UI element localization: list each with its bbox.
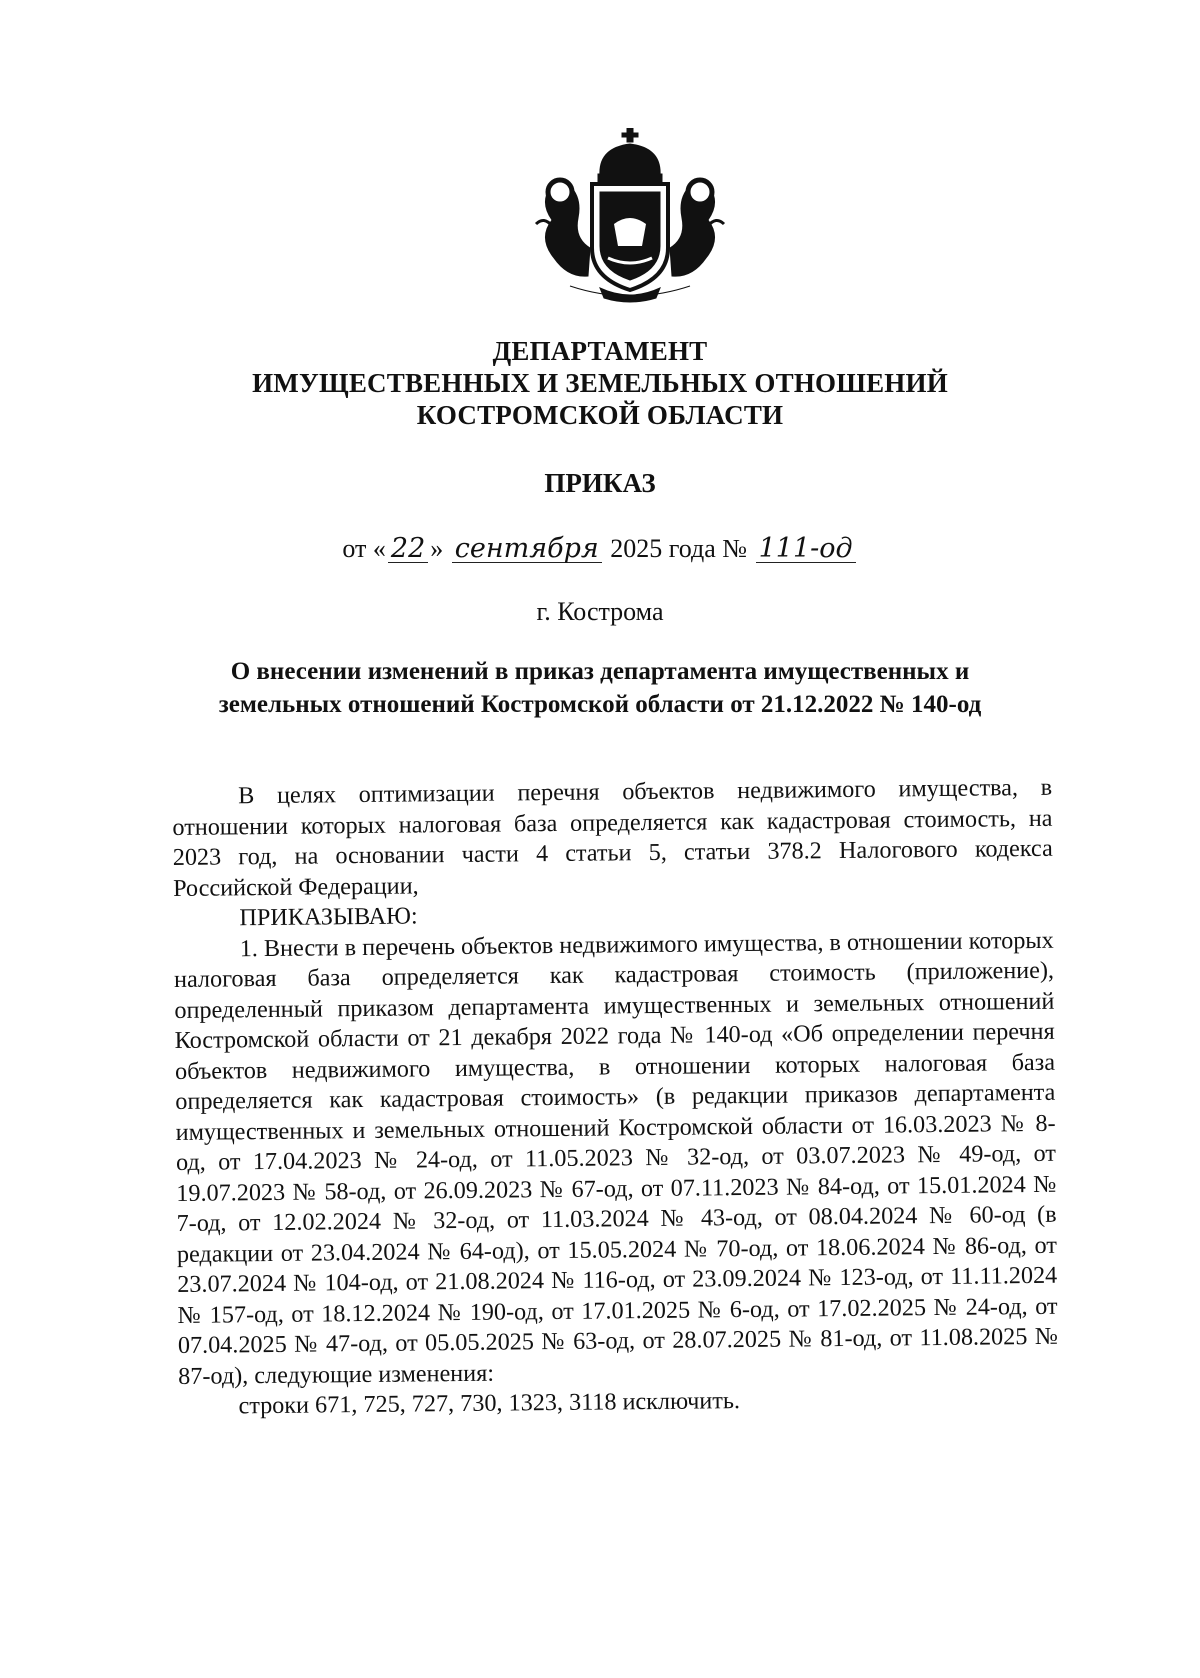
directive-heading: ПРИКАЗЫВАЮ: (239, 902, 418, 932)
item-1-change: строки 671, 725, 727, 730, 1323, 3118 исключить. (238, 1387, 741, 1420)
preamble-paragraph: В целях оптимизации перечня объектов недвижимого имущества, в отношении которых налоговая база определяется как кадастровая стоимость, на 2023 год, на основании части 4 статьи 5, статьи 378.2 Налогового кодекса Российской Федерации, (172, 773, 1053, 902)
subject-line-1: О внесении изменений в приказ департамента имущественных и (230, 658, 970, 685)
handwritten-day: 22 (388, 536, 428, 563)
subject-line-2: земельных отношений Костромской области от 21.12.2022 № 140-од (218, 691, 982, 718)
order-title: ПРИКАЗ (544, 468, 656, 498)
date-prefix: от « (342, 534, 386, 563)
date-suffix: 2025 года № (603, 534, 754, 563)
department-name (0, 335, 1200, 431)
order-date-number (0, 532, 1200, 566)
city: г. Кострома (536, 597, 664, 626)
department-line-2: ИМУЩЕСТВЕННЫХ И ЗЕМЕЛЬНЫХ ОТНОШЕНИЙ (252, 368, 948, 398)
kostroma-coat-of-arms-icon (530, 128, 730, 303)
order-body (172, 773, 1059, 1423)
item-1-paragraph: 1. Внести в перечень объектов недвижимого имущества, в отношении которых налоговая база определяется как кадастровая стоимость (приложение), определенный приказом департамента имущественных и земельных отношений Костромской области от 21 декабря 2022 года № 140-од «Об определении перечня объектов недвижимого имущества, в отношении которых налоговая база определяется как кадастровая стоимость» (в редакции приказов департамента имущественных и земельных отношений Костромской области от 16.03.2023 № 8-од, от 17.04.2023 № 24-од, от 11.05.2023 № 32-од, от 03.07.2023 № 49-од, от 19.07.2023 № 58-од, от 26.09.2023 № 67-од, от 07.11.2023 № 84-од, от 15.01.2024 № 7-од, от 12.02.2024 № 32-од, от 11.03.2024 № 43-од, от 08.04.2024 № 60-од (в редакции от 23.04.2024 № 64-од), от 15.05.2024 № 70-од, от 18.06.2024 № 86-од, от 23.07.2024 № 104-од, от 21.08.2024 № 116-од, от 23.09.2024 № 123-од, от 11.11.2024 № 157-од, от 18.12.2024 № 190-од, от 17.01.2025 № 6-од, от 17.02.2025 № 24-од, от 07.04.2025 № 47-од, от 05.05.2025 № 63-од, от 28.07.2025 № 81-од, от 11.08.2025 № 87-од), следующие изменения: (173, 926, 1058, 1390)
date-mid: » (430, 534, 450, 563)
order-subject (0, 655, 1200, 721)
handwritten-order-number: 111-од (756, 536, 856, 563)
handwritten-month: сентября (452, 536, 602, 563)
department-line-3: КОСТРОМСКОЙ ОБЛАСТИ (416, 400, 784, 430)
department-line-1: ДЕПАРТАМЕНТ (492, 336, 708, 366)
